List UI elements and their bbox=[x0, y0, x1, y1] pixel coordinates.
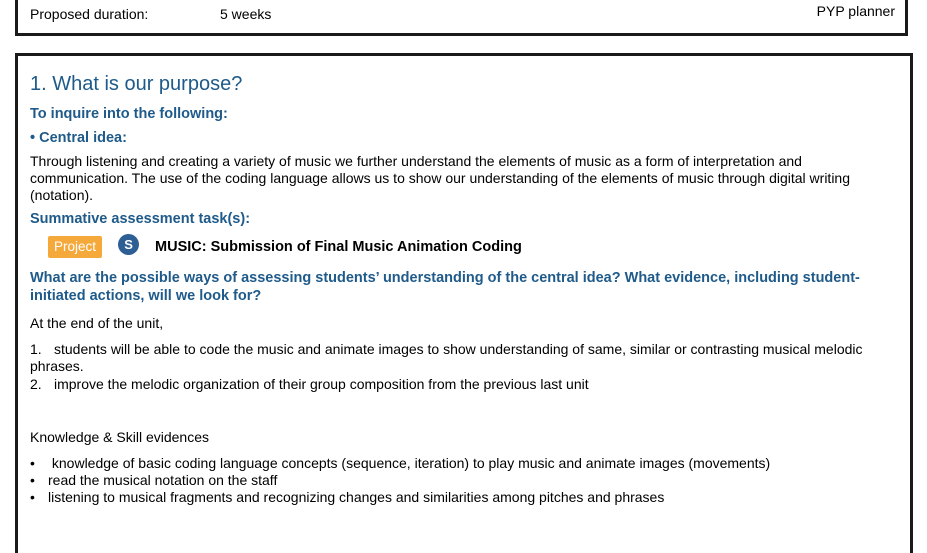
assessment-task[interactable] bbox=[48, 236, 522, 258]
knowledge-heading: Knowledge & Skill evidences bbox=[30, 429, 209, 445]
list-item bbox=[30, 376, 896, 393]
summative-heading: Summative assessment task(s): bbox=[30, 211, 251, 227]
list-text: read the musical notation on the staff bbox=[48, 472, 278, 488]
duration-value: 5 weeks bbox=[220, 6, 272, 22]
end-of-unit-text: At the end of the unit, bbox=[30, 315, 164, 331]
central-idea-heading: • Central idea: bbox=[30, 130, 127, 146]
list-item bbox=[30, 341, 896, 375]
section-title: 1. What is our purpose? bbox=[30, 73, 243, 95]
list-text: listening to musical fragments and recognizing changes and similarities among pitches and phrases bbox=[48, 489, 665, 505]
bullet-mark: • bbox=[30, 455, 35, 471]
header-box bbox=[15, 0, 908, 36]
list-number: 2. bbox=[30, 376, 42, 392]
list-text: improve the melodic organization of their group composition from the previous last unit bbox=[54, 376, 589, 392]
project-badge: Project bbox=[48, 236, 102, 258]
inquire-heading: To inquire into the following: bbox=[30, 106, 228, 122]
list-item bbox=[30, 472, 896, 489]
bullet-mark: • bbox=[30, 489, 35, 505]
bullet-mark: • bbox=[30, 472, 35, 488]
purpose-section bbox=[15, 53, 913, 553]
list-item bbox=[30, 455, 896, 472]
task-title[interactable]: MUSIC: Submission of Final Music Animation Coding bbox=[155, 239, 522, 255]
assessment-question: What are the possible ways of assessing students’ understanding of the central idea? What evidence, including student-initiated actions, will we look for? bbox=[30, 270, 860, 304]
list-text: knowledge of basic coding language concepts (sequence, iteration) to play music and animate images (movements) bbox=[48, 455, 771, 471]
subject-s-icon: S bbox=[118, 234, 139, 255]
planner-label: PYP planner bbox=[816, 3, 895, 19]
list-item bbox=[30, 489, 896, 506]
central-idea-text: Through listening and creating a variety of music we further understand the elements of music as a form of interpretation and communication. The use of the coding language allows us to show our understanding of the elements of music through digital writing (notation). bbox=[30, 153, 850, 203]
list-text: students will be able to code the music and animate images to show understanding of same, similar or contrasting musical melodic phrases. bbox=[30, 341, 863, 374]
list-number: 1. bbox=[30, 341, 42, 357]
duration-label: Proposed duration: bbox=[30, 6, 149, 22]
